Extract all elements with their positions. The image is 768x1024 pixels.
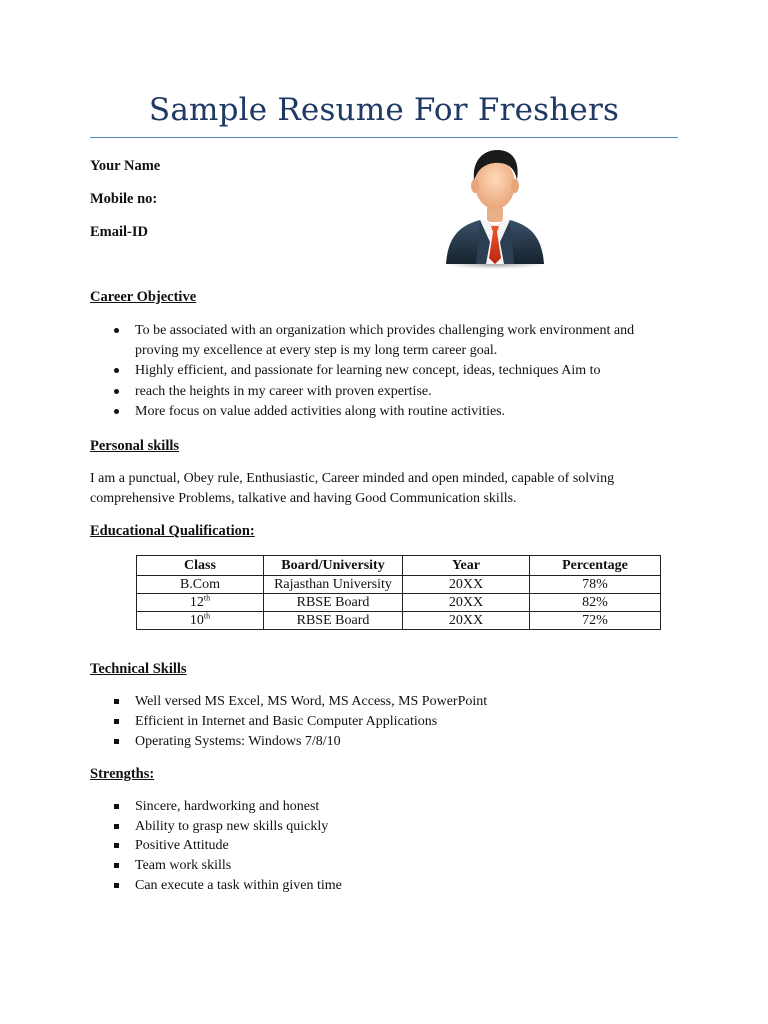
class-cell: 10th xyxy=(137,612,264,630)
personal-skills-heading: Personal skills xyxy=(90,438,180,454)
year-cell: 20XX xyxy=(403,576,530,594)
list-item: Can execute a task within given time xyxy=(90,876,670,896)
list-item: Well versed MS Excel, MS Word, MS Access, MS PowerPoint xyxy=(90,692,670,712)
list-item: Team work skills xyxy=(90,856,670,876)
year-cell: 20XX xyxy=(403,594,530,612)
year-cell: 20XX xyxy=(403,612,530,630)
education-heading: Educational Qualification: xyxy=(90,523,255,539)
column-header-year: Year xyxy=(403,556,530,576)
list-item: More focus on value added activities along with routine activities. xyxy=(90,402,670,422)
table-row xyxy=(137,612,661,630)
businessman-avatar-icon xyxy=(440,146,550,270)
strengths-heading: Strengths: xyxy=(90,766,155,782)
board-cell: RBSE Board xyxy=(264,612,403,630)
list-item: reach the heights in my career with proven expertise. xyxy=(90,382,670,402)
mobile-label: Mobile no: xyxy=(90,191,158,207)
class-cell: B.Com xyxy=(137,576,264,594)
list-item: Highly efficient, and passionate for learning new concept, ideas, techniques Aim to xyxy=(90,361,670,381)
column-header-percentage: Percentage xyxy=(530,556,661,576)
table-row xyxy=(137,594,661,612)
list-item: Sincere, hardworking and honest xyxy=(90,797,670,817)
list-item: Efficient in Internet and Basic Computer Applications xyxy=(90,712,670,732)
list-item: To be associated with an organization which provides challenging work environment and proving my excellence at every step is my long term career goal. xyxy=(90,321,670,361)
percentage-cell: 82% xyxy=(530,594,661,612)
technical-skills-heading: Technical Skills xyxy=(90,661,187,677)
career-objective-heading: Career Objective xyxy=(90,289,197,305)
board-cell: RBSE Board xyxy=(264,594,403,612)
column-header-board: Board/University xyxy=(264,556,403,576)
board-cell: Rajasthan University xyxy=(264,576,403,594)
percentage-cell: 78% xyxy=(530,576,661,594)
table-row xyxy=(137,576,661,594)
strengths-list xyxy=(90,797,670,896)
title-divider xyxy=(90,137,678,138)
email-label: Email-ID xyxy=(90,224,148,240)
career-objective-list xyxy=(90,321,670,422)
percentage-cell: 72% xyxy=(530,612,661,630)
list-item: Ability to grasp new skills quickly xyxy=(90,817,670,837)
education-table xyxy=(136,555,661,630)
column-header-class: Class xyxy=(137,556,264,576)
personal-skills-text: I am a punctual, Obey rule, Enthusiastic, Career minded and open minded, capable of solving comprehensive Problems, talkative and having Good Communication skills. xyxy=(90,471,615,506)
technical-skills-list xyxy=(90,692,670,753)
page-title: Sample Resume For Freshers xyxy=(148,92,620,128)
list-item: Operating Systems: Windows 7/8/10 xyxy=(90,732,670,752)
class-cell: 12th xyxy=(137,594,264,612)
table-header-row xyxy=(137,556,661,576)
list-item: Positive Attitude xyxy=(90,836,670,856)
name-label: Your Name xyxy=(90,158,161,174)
